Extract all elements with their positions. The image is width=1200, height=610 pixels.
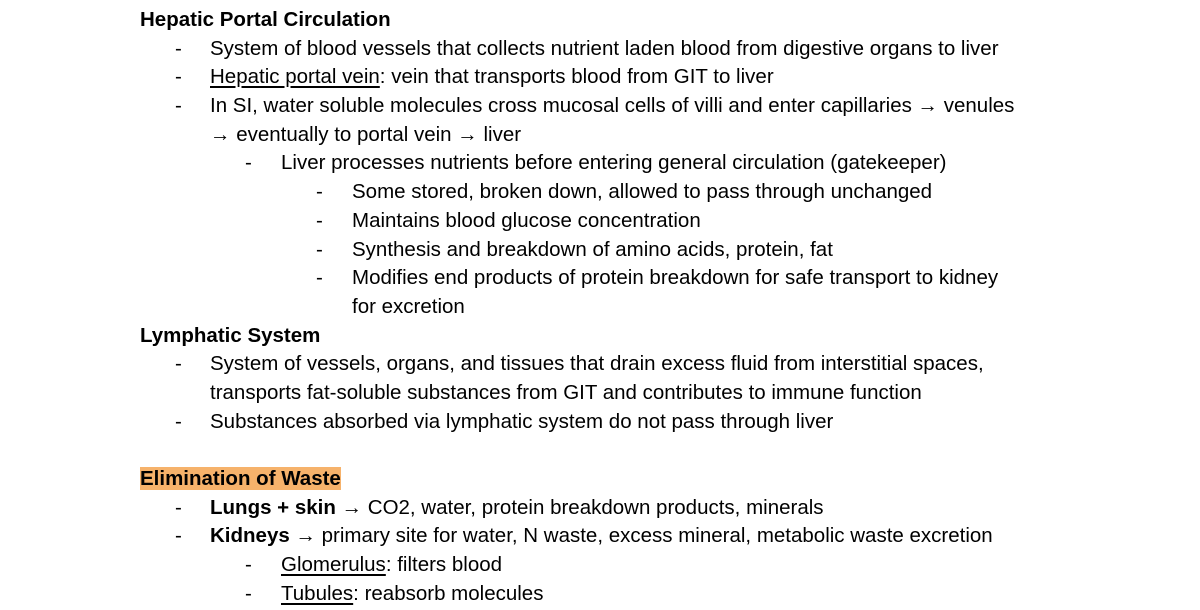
list-item-text: Maintains blood glucose concentration [352,208,701,232]
bullet-dash: - [245,553,252,577]
term-hepatic-portal-vein: Hepatic portal vein [210,65,380,89]
list-item [0,178,1200,207]
list-item-text: Synthesis and breakdown of amino acids, protein, fat [352,237,833,261]
bullet-dash: - [175,352,182,376]
term-tubules: Tubules [281,581,354,605]
list-item-text: transports fat-soluble substances from GIT and contributes to immune function [210,380,922,404]
bullet-dash: - [175,36,182,60]
list-item-text [210,63,774,92]
heading-text: Lymphatic System [140,323,321,347]
list-item [0,551,1200,580]
list-item-text: Substances absorbed via lymphatic system do not pass through liver [210,409,834,433]
bullet-dash: - [245,581,252,605]
heading-hepatic-portal-circulation [0,6,1200,35]
term-definition: : vein that transports blood from GIT to liver [379,65,774,89]
list-item-text: In SI, water soluble molecules cross mucosal cells of villi and enter capillaries → venules [210,94,1015,118]
list-item [0,207,1200,236]
term-definition: : filters blood [385,553,503,577]
document-body [0,6,1200,608]
term-glomerulus: Glomerulus [281,553,386,577]
list-item [0,408,1200,437]
list-item [0,580,1200,609]
list-item-continuation [0,293,1200,322]
blank-line [0,436,1200,465]
list-item-continuation [0,379,1200,408]
list-item-text [210,494,824,523]
bullet-dash: - [316,237,323,261]
list-item [0,522,1200,551]
heading-text: Hepatic Portal Circulation [140,8,391,31]
term-lungs-skin: Lungs + skin [210,495,336,519]
term-definition: → CO2, water, protein breakdown products, minerals [335,495,824,519]
heading-text-highlighted: Elimination of Waste [140,467,341,490]
term-definition: → primary site for water, N waste, excess mineral, metabolic waste excretion [289,524,993,548]
bullet-dash: - [175,94,182,118]
list-item-text: Liver processes nutrients before entering general circulation (gatekeeper) [281,151,947,175]
bullet-dash: - [175,524,182,548]
term-kidneys: Kidneys [210,524,290,548]
list-item [0,149,1200,178]
list-item [0,494,1200,523]
list-item-text [281,580,543,609]
list-item-text: → eventually to portal vein → liver [210,122,522,146]
list-item-text: System of blood vessels that collects nutrient laden blood from digestive organs to liver [210,36,999,60]
list-item [0,63,1200,92]
list-item [0,35,1200,64]
list-item-text: Some stored, broken down, allowed to pass through unchanged [352,180,933,204]
bullet-dash: - [316,266,323,290]
list-item-text: Modifies end products of protein breakdown for safe transport to kidney [352,266,999,290]
list-item-text: for excretion [352,294,465,318]
bullet-dash: - [175,409,182,433]
list-item-text [281,551,502,580]
list-item [0,350,1200,379]
list-item-text [210,522,993,551]
heading-lymphatic-system [0,322,1200,351]
list-item [0,92,1200,121]
bullet-dash: - [175,495,182,519]
list-item [0,264,1200,293]
term-definition: : reabsorb molecules [353,581,544,605]
heading-elimination-of-waste [0,465,1200,494]
bullet-dash: - [175,65,182,89]
list-item-text: System of vessels, organs, and tissues that drain excess fluid from interstitial spaces, [210,352,984,376]
list-item [0,236,1200,265]
bullet-dash: - [316,208,323,232]
bullet-dash: - [245,151,252,175]
list-item-continuation [0,121,1200,150]
bullet-dash: - [316,180,323,204]
